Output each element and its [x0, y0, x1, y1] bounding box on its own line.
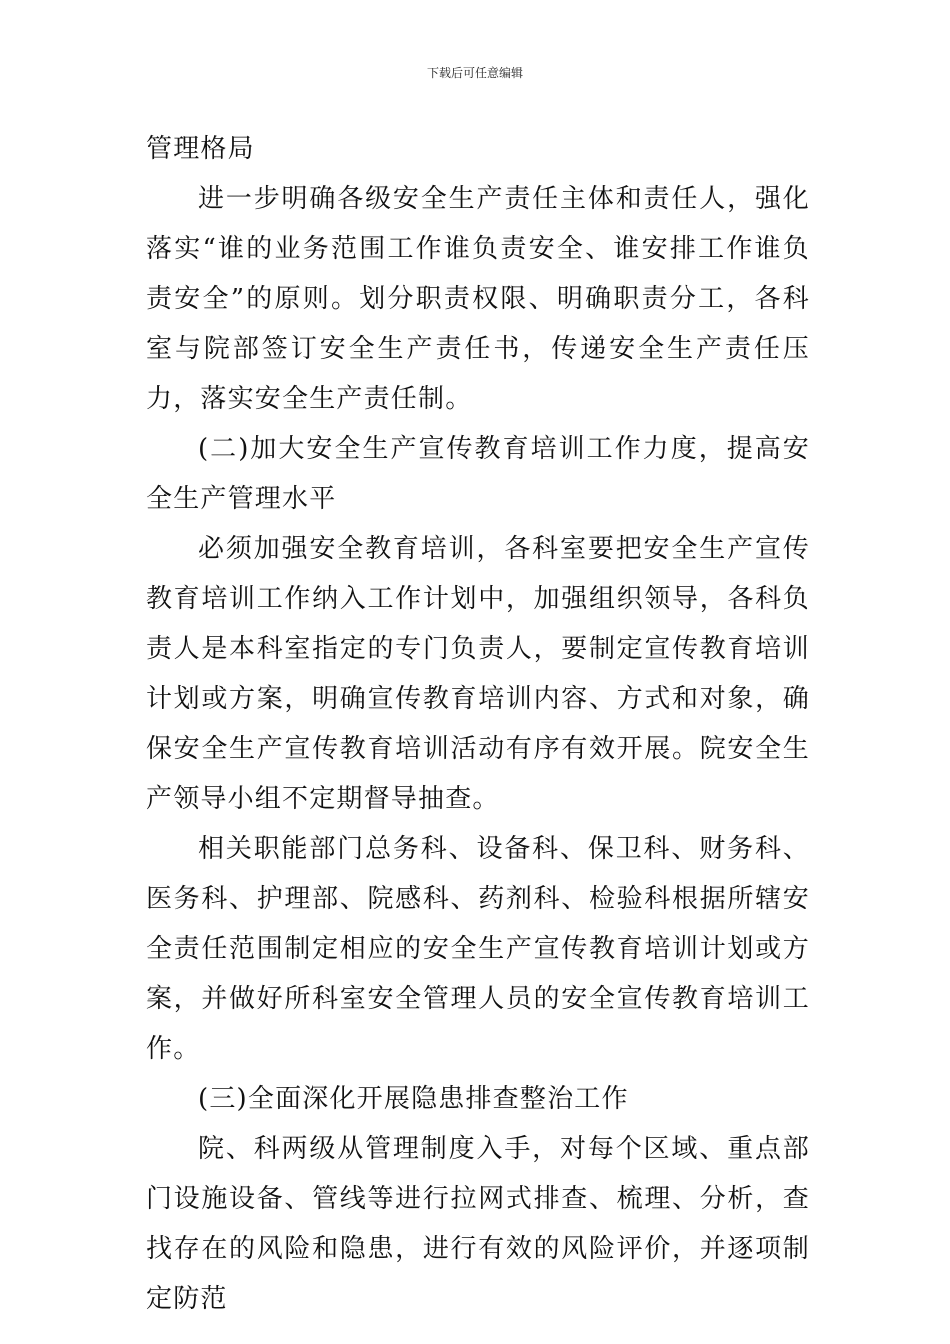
- paragraph: 进一步明确各级安全生产责任主体和责任人，强化落实“谁的业务范围工作谁负责安全、谁安排工作谁负责安全”的原则。划分职责权限、明确职责分工，各科室与院部签订安全生产责任书，传递安全生产责任压力，落实安全生产责任制。: [146, 184, 810, 414]
- paragraph: 院、科两级从管理制度入手，对每个区域、重点部门设施设备、管线等进行拉网式排查、梳理、分析，查找存在的风险和隐患，进行有效的风险评价，并逐项制定防范: [146, 1134, 810, 1314]
- section-heading-3: (三)全面深化开展隐患排查整治工作: [198, 1084, 629, 1114]
- paragraph: 必须加强安全教育培训，各科室要把安全生产宣传教育培训工作纳入工作计划中，加强组织领导，各科负责人是本科室指定的专门负责人，要制定宣传教育培训计划或方案，明确宣传教育培训内容、方式和对象，确保安全生产宣传教育培训活动有序有效开展。院安全生产领导小组不定期督导抽查。: [146, 534, 810, 814]
- section-heading-2: (二)加大安全生产宣传教育培训工作力度，提高安全生产管理水平: [146, 434, 810, 514]
- document-body: [146, 124, 810, 1324]
- page-header: 下载后可任意编辑: [426, 66, 523, 80]
- paragraph-continuation: 管理格局: [146, 134, 255, 164]
- paragraph: 相关职能部门总务科、设备科、保卫科、财务科、医务科、护理部、院感科、药剂科、检验科根据所辖安全责任范围制定相应的安全生产宣传教育培训计划或方案，并做好所科室安全管理人员的安全宣传教育培训工作。: [146, 834, 810, 1064]
